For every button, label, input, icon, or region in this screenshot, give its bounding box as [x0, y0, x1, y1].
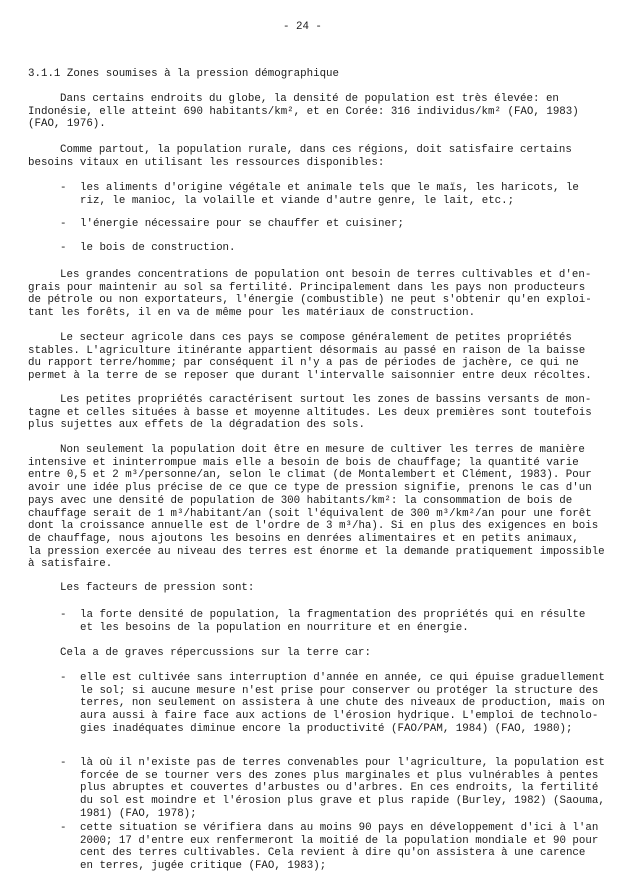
bullet-dash: -	[60, 822, 67, 834]
paragraph-repercussions: Cela a de graves répercussions sur la terre car:	[60, 647, 372, 659]
list-item-text: les aliments d'origine végétale et animale tels que le maïs, les haricots, le riz, le manioc, la volaille et viande d'autre genre, le lait, etc.;	[80, 182, 579, 207]
paragraph-agricultural-sector: Le secteur agricole dans ces pays se compose généralement de petites propriétés stables. L'agriculture itinérante appartient désormais au passé en raison de la baisse du rapport terre/homme; par conséquent il n'y a pas de périodes de jachère, ce qui ne permet à la terre de se reposer que durant l'intervalle saisonnier entre deux récoltes.	[28, 332, 592, 383]
list-item-text: la forte densité de population, la fragmentation des propriétés qui en résulte et les besoins de la population en nourriture et en énergie.	[80, 609, 586, 634]
list-item-text: elle est cultivée sans interruption d'année en année, ce qui épuise graduellement le sol; si aucune mesure n'est prise pour conserver ou protéger la structure des terres, non seulement on assistera à une chute des niveaux de production, mais on aura aussi à faire face aux actions de l'érosion hydrique. L'emploi de technolo- gies inadéquates diminue encore la productivité (FAO/PAM, 1984) (FAO, 1980);	[80, 672, 605, 735]
list-item-text: cette situation se vérifiera dans au moins 90 pays en développement d'ici à l'an 2000; 17 d'entre eux renfermeront la moitié de la population mondiale et 90 pour cent des terres cultivables. Cela revient à dire qu'on assistera à une carence en terres, jugée critique (FAO, 1983);	[80, 822, 599, 873]
bullet-dash: -	[60, 218, 67, 230]
paragraph-firewood: Non seulement la population doit être en mesure de cultiver les terres de manière intensive et ininterrompue mais elle a besoin de bois de chauffage; la quantité varie entre 0,5 et 2 m³/personne/an, selon le climat (de Montalembert et Clément, 1983). Pour avoir une idée plus précise de ce que ce type de pression signifie, prenons le cas d'un pays avec une densité de population de 300 habitants/km²: la consommation de bois de chauffage serait de 1 m³/habitant/an (soit l'équivalent de 300 m³/km²/an pour une forêt dont la croissance annuelle est de l'ordre de 3 m³/ha). Si en plus des exigences en bois de chauffage, nous ajoutons les besoins en denrées alimentaires et en petits animaux, la pression exercée au niveau des terres est énorme et la demande pratiquement impossible à satisfaire.	[28, 444, 605, 571]
bullet-dash: -	[60, 609, 67, 621]
bullet-dash: -	[60, 672, 67, 684]
paragraph-small-properties: Les petites propriétés caractérisent surtout les zones de bassins versants de mon- tagne et celles situées à basse et moyenne altitudes. Les deux premières sont toutefois plus sujettes aux effets de la dégradation des sols.	[28, 394, 592, 432]
list-item-text: l'énergie nécessaire pour se chauffer et cuisiner;	[80, 218, 404, 230]
list-item-text: là où il n'existe pas de terres convenables pour l'agriculture, la population est forcée de se tourner vers des zones plus marginales et plus vulnérables à pentes plus abruptes et couvertes d'arbustes ou d'arbres. En ces endroits, la fertilité du sol est moindre et l'érosion plus grave et plus rapide (Burley, 1982) (Saouma, 1981) (FAO, 1978);	[80, 757, 605, 820]
section-heading: 3.1.1 Zones soumises à la pression démographique	[28, 68, 340, 80]
bullet-dash: -	[60, 242, 67, 254]
paragraph-needs: Comme partout, la population rurale, dans ces régions, doit satisfaire certains besoins vitaux en utilisant les ressources disponibles:	[28, 144, 572, 169]
bullet-dash: -	[60, 182, 67, 194]
page-number: - 24 -	[283, 21, 322, 33]
paragraph-concentrations: Les grandes concentrations de population ont besoin de terres cultivables et d'en- grais pour maintenir au sol sa fertilité. Principalement dans les pays non producteurs de pétrole ou non exportateurs, l'énergie (combustible) ne peut s'obtenir qu'en exploi- tant les forêts, il en va de même pour les matériaux de construction.	[28, 269, 592, 320]
list-item-text: le bois de construction.	[80, 242, 236, 254]
bullet-dash: -	[60, 757, 67, 769]
paragraph-density: Dans certains endroits du globe, la densité de population est très élevée: en Indonésie, elle atteint 690 habitants/km², et en Corée: 316 individus/km² (FAO, 1983) (FAO, 1976).	[28, 93, 579, 131]
paragraph-pressure-factors: Les facteurs de pression sont:	[60, 582, 255, 594]
